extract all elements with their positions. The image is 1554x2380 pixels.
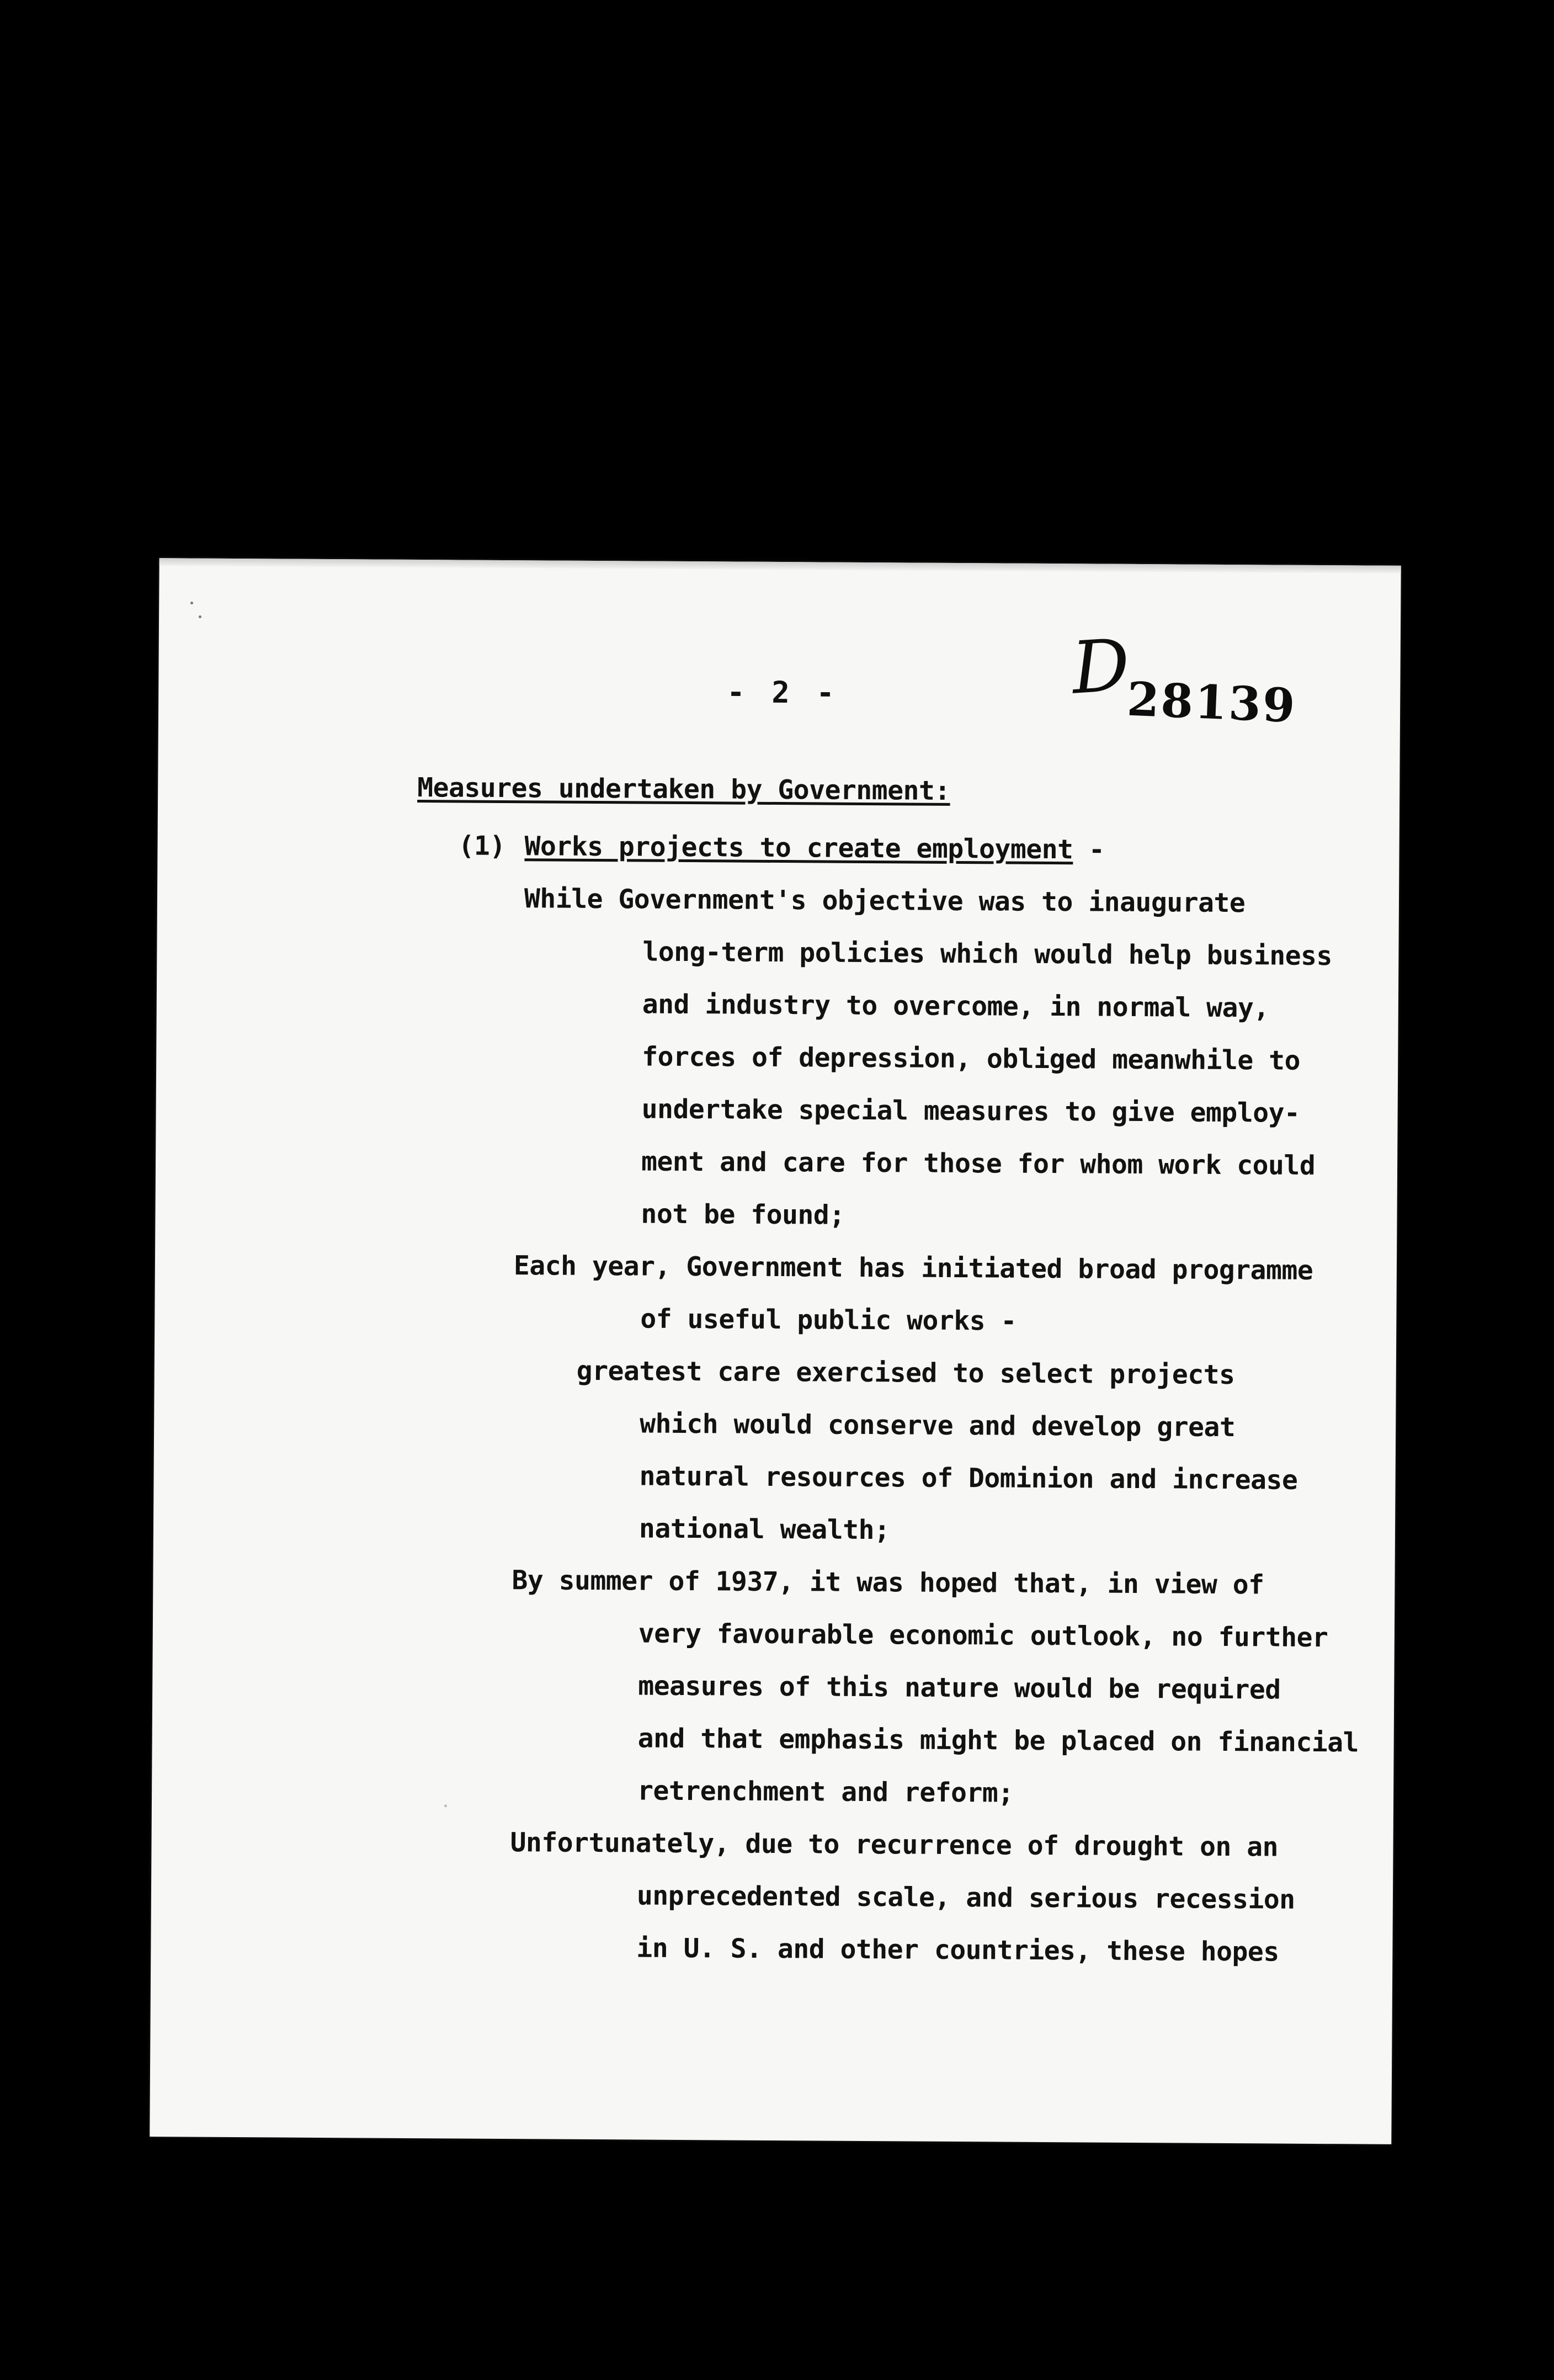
body-line: of useful public works -: [640, 1303, 1017, 1337]
body-line: in U. S. and other countries, these hopes: [636, 1932, 1279, 1968]
archive-stamp-number: 28139: [1126, 671, 1298, 734]
body-line: national wealth;: [638, 1513, 890, 1546]
body-line: By summer of 1937, it was hoped that, in view of: [512, 1565, 1264, 1601]
body-line: long-term policies which would help business: [642, 936, 1333, 972]
film-speck: [190, 602, 193, 604]
item-number: (1): [458, 830, 505, 862]
document-page: [150, 558, 1401, 2144]
body-line: ment and care for those for whom work could: [641, 1146, 1316, 1181]
body-line: and industry to overcome, in normal way,: [642, 989, 1269, 1024]
page-number: - 2 -: [727, 674, 839, 710]
item-title-row: [524, 831, 1104, 865]
body-line: forces of depression, obliged meanwhile to: [642, 1041, 1301, 1076]
body-line: undertake special measures to give employ-: [641, 1093, 1300, 1129]
body-line: which would conserve and develop great: [640, 1408, 1236, 1443]
body-line: While Government's objective was to inaugurate: [524, 883, 1246, 919]
body-line: natural resources of Dominion and increase: [639, 1460, 1298, 1496]
paper-speck: [444, 1804, 447, 1807]
body-line: not be found;: [641, 1198, 845, 1231]
body-line: greatest care exercised to select projects: [576, 1355, 1235, 1391]
body-line: and that emphasis might be placed on financial: [637, 1723, 1359, 1759]
section-heading: Measures undertaken by Government:: [417, 772, 950, 806]
item-title: Works projects to create employment: [524, 831, 1073, 865]
item-title-suffix: -: [1073, 834, 1105, 865]
body-line: Unfortunately, due to recurrence of drought on an: [510, 1827, 1279, 1863]
body-line: unprecedented scale, and serious recession: [636, 1880, 1295, 1915]
body-line: retrenchment and reform;: [637, 1775, 1014, 1809]
body-line: very favourable economic outlook, no further: [638, 1618, 1328, 1654]
film-speck: [199, 615, 201, 618]
body-line: measures of this nature would be required: [638, 1670, 1281, 1706]
archive-stamp-letter: D: [1069, 623, 1132, 710]
body-line: Each year, Government has initiated broad programme: [513, 1250, 1313, 1286]
